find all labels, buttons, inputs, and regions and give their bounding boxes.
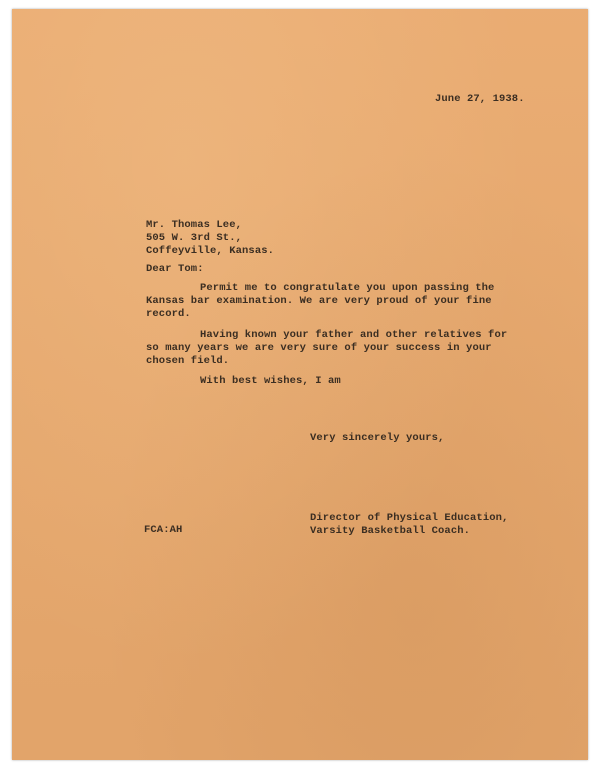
letter-page xyxy=(12,9,588,760)
letter-date: June 27, 1938. xyxy=(435,93,525,105)
paragraph-1-line-1: Permit me to congratulate you upon passing the xyxy=(200,282,495,294)
addressee-name: Mr. Thomas Lee, xyxy=(146,219,243,231)
paragraph-2-line-2: so many years we are very sure of your success in your xyxy=(146,342,492,354)
paragraph-1-line-2: Kansas bar examination. We are very proud of your fine xyxy=(146,295,492,307)
paragraph-1-line-3: record. xyxy=(146,308,191,320)
signature-title-line-2: Varsity Basketball Coach. xyxy=(310,525,471,537)
paragraph-2-line-3: chosen field. xyxy=(146,355,230,367)
paragraph-2-line-1: Having known your father and other relatives for xyxy=(200,329,508,341)
complimentary-close: Very sincerely yours, xyxy=(310,432,445,444)
addressee-street: 505 W. 3rd St., xyxy=(146,232,243,244)
addressee-city: Coffeyville, Kansas. xyxy=(146,245,275,257)
closing-line: With best wishes, I am xyxy=(200,375,341,387)
reference-initials: FCA:AH xyxy=(144,524,183,536)
salutation: Dear Tom: xyxy=(146,263,204,275)
signature-title-line-1: Director of Physical Education, xyxy=(310,512,509,524)
